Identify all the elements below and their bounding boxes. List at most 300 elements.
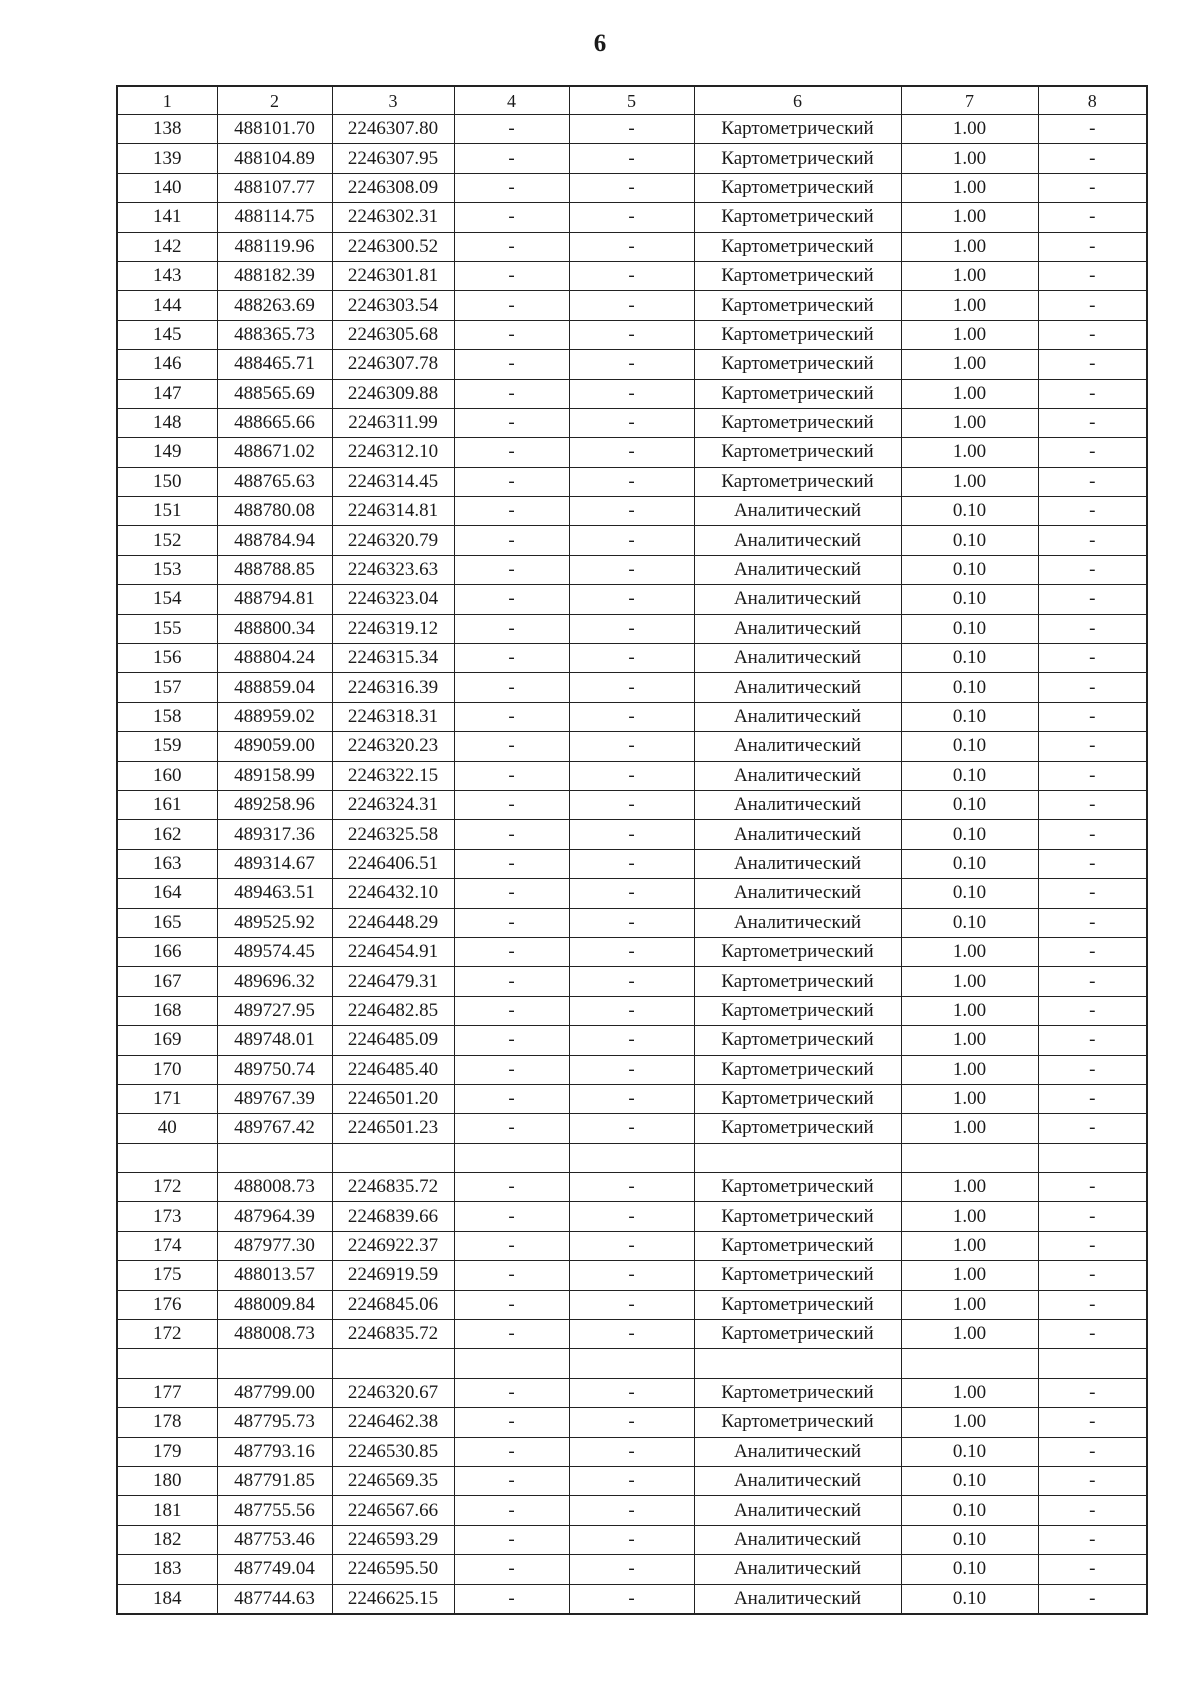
table-cell <box>117 1143 217 1172</box>
table-row <box>117 673 1147 702</box>
table-cell: Картометрический <box>694 291 901 320</box>
table-row <box>117 1143 1147 1172</box>
table-cell <box>901 1143 1038 1172</box>
table-cell: - <box>569 967 694 996</box>
table-cell: - <box>454 1466 569 1495</box>
table-row <box>117 1466 1147 1495</box>
table-cell: 2246301.81 <box>332 261 454 290</box>
table-cell: 489748.01 <box>217 1026 332 1055</box>
table-cell: 2246835.72 <box>332 1173 454 1202</box>
table-row <box>117 1378 1147 1407</box>
table-cell: 2246485.09 <box>332 1026 454 1055</box>
table-cell: - <box>569 937 694 966</box>
table-cell: 2246454.91 <box>332 937 454 966</box>
table-cell: Аналитический <box>694 1496 901 1525</box>
table-cell: 488013.57 <box>217 1261 332 1290</box>
table-cell: 2246312.10 <box>332 438 454 467</box>
coordinates-table <box>116 85 1148 1615</box>
table-cell: Аналитический <box>694 849 901 878</box>
table-cell: - <box>569 820 694 849</box>
table-cell: 488263.69 <box>217 291 332 320</box>
table-cell: 489317.36 <box>217 820 332 849</box>
table-cell: 2246307.78 <box>332 350 454 379</box>
table-cell: 2246316.39 <box>332 673 454 702</box>
table-cell: Картометрический <box>694 408 901 437</box>
table-cell: 488365.73 <box>217 320 332 349</box>
table-cell: 488671.02 <box>217 438 332 467</box>
table-cell: 1.00 <box>901 320 1038 349</box>
table-cell: - <box>569 1202 694 1231</box>
table-cell: 0.10 <box>901 1584 1038 1614</box>
table-header-row <box>117 86 1147 115</box>
table-cell: 1.00 <box>901 1026 1038 1055</box>
table-cell: 2246595.50 <box>332 1555 454 1584</box>
table-row <box>117 849 1147 878</box>
table-cell: - <box>569 350 694 379</box>
table-cell <box>1038 1143 1147 1172</box>
table-cell: - <box>454 438 569 467</box>
table-cell: - <box>454 761 569 790</box>
table-cell: - <box>569 144 694 173</box>
table-cell: 1.00 <box>901 1202 1038 1231</box>
table-cell: 487753.46 <box>217 1525 332 1554</box>
table-cell: - <box>1038 144 1147 173</box>
table-cell: - <box>569 232 694 261</box>
table-cell: 488665.66 <box>217 408 332 437</box>
table-cell: 488780.08 <box>217 497 332 526</box>
table-cell: Картометрический <box>694 967 901 996</box>
table-cell: 162 <box>117 820 217 849</box>
table-cell: Картометрический <box>694 1202 901 1231</box>
table-cell: 155 <box>117 614 217 643</box>
table-cell: - <box>569 790 694 819</box>
table-cell: Картометрический <box>694 467 901 496</box>
table-cell: - <box>454 908 569 937</box>
table-cell: 172 <box>117 1320 217 1349</box>
table-cell: - <box>1038 1231 1147 1260</box>
table-cell: - <box>454 937 569 966</box>
table-cell: 487795.73 <box>217 1408 332 1437</box>
table-cell: 166 <box>117 937 217 966</box>
table-cell: 488009.84 <box>217 1290 332 1319</box>
table-cell: - <box>454 1378 569 1407</box>
table-cell: - <box>569 320 694 349</box>
table-cell: Картометрический <box>694 1320 901 1349</box>
table-cell: 487964.39 <box>217 1202 332 1231</box>
table-cell: Аналитический <box>694 1555 901 1584</box>
table-cell: 0.10 <box>901 908 1038 937</box>
table-cell: - <box>454 467 569 496</box>
table-row <box>117 173 1147 202</box>
table-cell: - <box>454 644 569 673</box>
table-cell: - <box>1038 1584 1147 1614</box>
table-cell: - <box>569 644 694 673</box>
table-cell: - <box>454 232 569 261</box>
table-cell: - <box>454 203 569 232</box>
table-cell: 487791.85 <box>217 1466 332 1495</box>
table-row <box>117 291 1147 320</box>
table-cell: - <box>569 261 694 290</box>
table-row <box>117 1202 1147 1231</box>
table-cell: 2246922.37 <box>332 1231 454 1260</box>
table-cell: - <box>1038 320 1147 349</box>
table-cell: Аналитический <box>694 526 901 555</box>
table-cell: 2246309.88 <box>332 379 454 408</box>
table-cell: - <box>1038 173 1147 202</box>
table-cell: - <box>569 555 694 584</box>
table-cell: 487749.04 <box>217 1555 332 1584</box>
column-header: 1 <box>117 86 217 115</box>
table-cell: - <box>454 820 569 849</box>
table-cell: 161 <box>117 790 217 819</box>
table-cell: 163 <box>117 849 217 878</box>
table-cell: Аналитический <box>694 497 901 526</box>
table-cell: Картометрический <box>694 937 901 966</box>
table-cell: 2246315.34 <box>332 644 454 673</box>
table-row <box>117 1055 1147 1084</box>
table-cell <box>454 1349 569 1378</box>
table-row <box>117 1026 1147 1055</box>
table-cell: - <box>1038 1084 1147 1113</box>
table-cell: - <box>1038 673 1147 702</box>
table-cell: 156 <box>117 644 217 673</box>
table-cell: 141 <box>117 203 217 232</box>
table-cell: - <box>1038 644 1147 673</box>
table-row <box>117 1437 1147 1466</box>
table-cell: - <box>454 1555 569 1584</box>
table-cell: 172 <box>117 1173 217 1202</box>
table-cell: - <box>454 1525 569 1554</box>
table-cell: 142 <box>117 232 217 261</box>
table-cell: 1.00 <box>901 967 1038 996</box>
table-cell: - <box>454 732 569 761</box>
table-cell: Аналитический <box>694 1466 901 1495</box>
table-cell: - <box>1038 1525 1147 1554</box>
table-cell: 150 <box>117 467 217 496</box>
table-row <box>117 1231 1147 1260</box>
table-cell: Аналитический <box>694 644 901 673</box>
table-cell: 2246501.23 <box>332 1114 454 1143</box>
table-cell: - <box>569 1055 694 1084</box>
table-cell: 170 <box>117 1055 217 1084</box>
table-cell: Картометрический <box>694 1378 901 1407</box>
table-cell: - <box>1038 1378 1147 1407</box>
table-cell: - <box>1038 937 1147 966</box>
table-cell: 165 <box>117 908 217 937</box>
table-cell: - <box>1038 379 1147 408</box>
table-row <box>117 1408 1147 1437</box>
table-cell: - <box>569 1026 694 1055</box>
table-cell: 158 <box>117 702 217 731</box>
table-row <box>117 1555 1147 1584</box>
table-cell: 148 <box>117 408 217 437</box>
table-cell: - <box>454 1173 569 1202</box>
table-cell: 488765.63 <box>217 467 332 496</box>
table-cell: Картометрический <box>694 1290 901 1319</box>
table-cell: 1.00 <box>901 350 1038 379</box>
table-cell: 2246320.79 <box>332 526 454 555</box>
table-cell: 151 <box>117 497 217 526</box>
table-cell: Картометрический <box>694 1114 901 1143</box>
table-row <box>117 408 1147 437</box>
table-cell: 2246303.54 <box>332 291 454 320</box>
table-cell: Аналитический <box>694 555 901 584</box>
table-cell: 181 <box>117 1496 217 1525</box>
table-cell: - <box>569 379 694 408</box>
table-cell: Картометрический <box>694 232 901 261</box>
table-cell: 0.10 <box>901 1437 1038 1466</box>
table-cell: 147 <box>117 379 217 408</box>
table-cell: Аналитический <box>694 1584 901 1614</box>
table-cell: 488119.96 <box>217 232 332 261</box>
table-cell: - <box>569 732 694 761</box>
table-cell <box>332 1143 454 1172</box>
table-cell: - <box>569 879 694 908</box>
table-cell: 145 <box>117 320 217 349</box>
table-cell: - <box>1038 732 1147 761</box>
table-cell: - <box>454 879 569 908</box>
table-cell: - <box>569 1584 694 1614</box>
table-cell: 157 <box>117 673 217 702</box>
table-cell: 1.00 <box>901 1261 1038 1290</box>
table-cell: 174 <box>117 1231 217 1260</box>
table-cell: Аналитический <box>694 820 901 849</box>
column-header: 8 <box>1038 86 1147 115</box>
table-body <box>117 115 1147 1614</box>
table-row <box>117 1496 1147 1525</box>
column-header: 2 <box>217 86 332 115</box>
table-cell: - <box>569 1173 694 1202</box>
table-cell: - <box>454 614 569 643</box>
page-number: 6 <box>593 30 607 57</box>
table-row <box>117 350 1147 379</box>
table-cell: 1.00 <box>901 937 1038 966</box>
table-cell: 487755.56 <box>217 1496 332 1525</box>
table-cell: - <box>454 1320 569 1349</box>
table-cell <box>694 1143 901 1172</box>
table-cell: 1.00 <box>901 115 1038 144</box>
table-cell: 1.00 <box>901 1173 1038 1202</box>
table-row <box>117 879 1147 908</box>
table-cell: 488107.77 <box>217 173 332 202</box>
table-cell: - <box>569 1378 694 1407</box>
table-cell: 0.10 <box>901 644 1038 673</box>
table-cell: Картометрический <box>694 1408 901 1437</box>
table-cell: 0.10 <box>901 702 1038 731</box>
table-row <box>117 438 1147 467</box>
table-cell: - <box>1038 1173 1147 1202</box>
table-cell: 2246320.67 <box>332 1378 454 1407</box>
table-cell: - <box>1038 438 1147 467</box>
table-cell: 0.10 <box>901 673 1038 702</box>
table-cell: - <box>454 379 569 408</box>
table-cell: Аналитический <box>694 908 901 937</box>
table-cell: 1.00 <box>901 438 1038 467</box>
table-cell: 2246311.99 <box>332 408 454 437</box>
table-row <box>117 702 1147 731</box>
table-row <box>117 1114 1147 1143</box>
table-cell: Аналитический <box>694 702 901 731</box>
table-cell: Аналитический <box>694 732 901 761</box>
table-cell: 0.10 <box>901 497 1038 526</box>
table-cell: - <box>454 555 569 584</box>
table-cell: 0.10 <box>901 555 1038 584</box>
table-cell: 489574.45 <box>217 937 332 966</box>
table-cell: Аналитический <box>694 1525 901 1554</box>
table-cell: 2246530.85 <box>332 1437 454 1466</box>
table-cell: - <box>454 1408 569 1437</box>
table-cell: 0.10 <box>901 761 1038 790</box>
table-cell: - <box>1038 614 1147 643</box>
table-cell <box>694 1349 901 1378</box>
table-cell: 488182.39 <box>217 261 332 290</box>
table-cell: 2246320.23 <box>332 732 454 761</box>
table-cell: - <box>454 1261 569 1290</box>
table-cell: 2246314.45 <box>332 467 454 496</box>
table-cell: - <box>454 526 569 555</box>
table-cell: 489314.67 <box>217 849 332 878</box>
table-cell: - <box>1038 497 1147 526</box>
table-cell <box>217 1143 332 1172</box>
table-cell: - <box>454 673 569 702</box>
table-row <box>117 996 1147 1025</box>
table-cell: - <box>569 467 694 496</box>
table-cell: 1.00 <box>901 232 1038 261</box>
table-cell: 487977.30 <box>217 1231 332 1260</box>
table-cell: - <box>569 526 694 555</box>
table-row <box>117 967 1147 996</box>
table-cell: - <box>1038 1114 1147 1143</box>
table-row <box>117 644 1147 673</box>
table-cell: 1.00 <box>901 291 1038 320</box>
table-cell: - <box>1038 820 1147 849</box>
table-row <box>117 820 1147 849</box>
table-cell: Картометрический <box>694 438 901 467</box>
table-row <box>117 526 1147 555</box>
table-cell: - <box>1038 115 1147 144</box>
table-cell: - <box>454 1055 569 1084</box>
table-cell: 180 <box>117 1466 217 1495</box>
table-cell: - <box>1038 1466 1147 1495</box>
table-cell: 160 <box>117 761 217 790</box>
table-cell: Аналитический <box>694 879 901 908</box>
table-cell: 171 <box>117 1084 217 1113</box>
table-cell: 0.10 <box>901 1555 1038 1584</box>
table-cell: - <box>1038 761 1147 790</box>
table-cell: Картометрический <box>694 115 901 144</box>
column-header: 7 <box>901 86 1038 115</box>
table-cell: 144 <box>117 291 217 320</box>
table-cell: 489767.39 <box>217 1084 332 1113</box>
table-cell: Картометрический <box>694 320 901 349</box>
table-cell <box>901 1349 1038 1378</box>
table-cell <box>117 1349 217 1378</box>
table-cell: - <box>1038 467 1147 496</box>
table-cell: - <box>454 1084 569 1113</box>
table-row <box>117 320 1147 349</box>
table-cell: Картометрический <box>694 261 901 290</box>
table-cell: - <box>569 761 694 790</box>
table-cell: Аналитический <box>694 673 901 702</box>
table-cell: - <box>569 1290 694 1319</box>
table-cell: - <box>569 614 694 643</box>
table-cell: - <box>1038 555 1147 584</box>
table-cell: 1.00 <box>901 1320 1038 1349</box>
table-cell: 2246919.59 <box>332 1261 454 1290</box>
table-cell: 488465.71 <box>217 350 332 379</box>
table-cell: 489727.95 <box>217 996 332 1025</box>
table-cell: 0.10 <box>901 1496 1038 1525</box>
table-cell: 2246322.15 <box>332 761 454 790</box>
table-row <box>117 555 1147 584</box>
table-row <box>117 1173 1147 1202</box>
table-cell: - <box>569 996 694 1025</box>
table-cell: - <box>1038 350 1147 379</box>
table-cell: 2246319.12 <box>332 614 454 643</box>
table-cell: 487793.16 <box>217 1437 332 1466</box>
table-cell: - <box>1038 408 1147 437</box>
table-row <box>117 614 1147 643</box>
table-cell: - <box>569 1437 694 1466</box>
table-cell: - <box>569 1320 694 1349</box>
table-cell: - <box>569 1496 694 1525</box>
table-cell: Картометрический <box>694 996 901 1025</box>
table-cell <box>1038 1349 1147 1378</box>
table-cell: - <box>454 144 569 173</box>
table-cell: 139 <box>117 144 217 173</box>
table-cell: - <box>569 673 694 702</box>
table-cell: 488101.70 <box>217 115 332 144</box>
table-cell: Картометрический <box>694 1084 901 1113</box>
table-cell: 2246432.10 <box>332 879 454 908</box>
table-cell: - <box>1038 790 1147 819</box>
table-cell: 140 <box>117 173 217 202</box>
table-cell: Картометрический <box>694 350 901 379</box>
table-cell: 143 <box>117 261 217 290</box>
table-cell: Аналитический <box>694 585 901 614</box>
table-cell: 488565.69 <box>217 379 332 408</box>
table-row <box>117 1084 1147 1113</box>
table-cell: 2246314.81 <box>332 497 454 526</box>
table-cell: - <box>1038 261 1147 290</box>
table-cell: 2246307.95 <box>332 144 454 173</box>
table-cell: Аналитический <box>694 790 901 819</box>
table-cell: 40 <box>117 1114 217 1143</box>
table-row <box>117 144 1147 173</box>
table-cell: - <box>454 291 569 320</box>
table-cell: 488008.73 <box>217 1173 332 1202</box>
table-cell: 2246323.63 <box>332 555 454 584</box>
table-cell: - <box>569 497 694 526</box>
table-cell: - <box>1038 526 1147 555</box>
table-row <box>117 761 1147 790</box>
table-cell: 2246318.31 <box>332 702 454 731</box>
table-cell: - <box>569 1114 694 1143</box>
table-cell: Картометрический <box>694 144 901 173</box>
table-row <box>117 1320 1147 1349</box>
table-cell: - <box>569 438 694 467</box>
table-row <box>117 937 1147 966</box>
table-cell: 488794.81 <box>217 585 332 614</box>
table-cell: 164 <box>117 879 217 908</box>
table-cell: - <box>1038 967 1147 996</box>
table-cell: - <box>569 1261 694 1290</box>
table-cell: Картометрический <box>694 1173 901 1202</box>
table-cell: 2246302.31 <box>332 203 454 232</box>
table-cell: - <box>454 967 569 996</box>
table-cell: 1.00 <box>901 467 1038 496</box>
table-cell: Картометрический <box>694 173 901 202</box>
